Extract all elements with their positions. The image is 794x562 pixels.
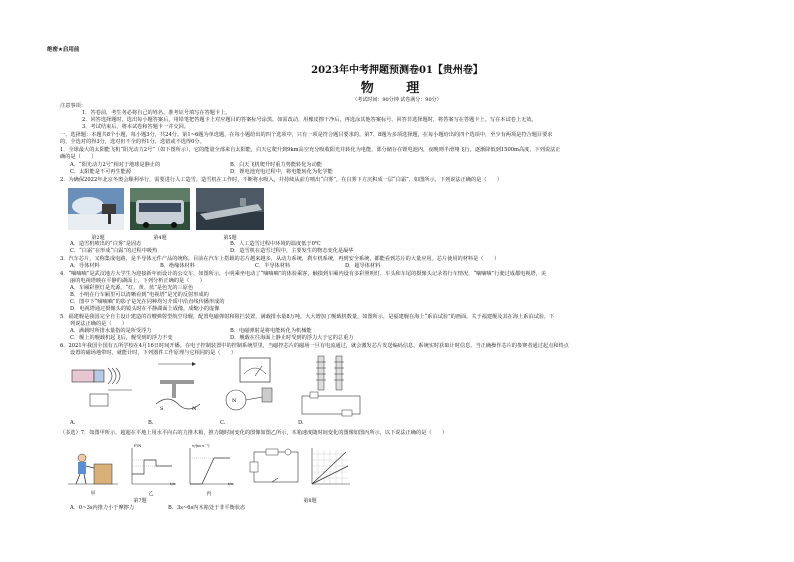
q1-option-b: B．白天飞机爬升时重力势能转化为动能 [230,162,322,168]
q4-stem-1: 4．“嘀嘀嘀”是武汉地方大学生为迎接新年而设计的公交车，如图所示，小明乘坐电动了“嘀嘀嘀”的体验乘客，触摸到车厢内设有多彩照明灯，车头和车尾的摄像头记录着行车情况，“嘀嘀嘀”行驶过成都电视塔，美 [60,271,547,277]
q7-graph-v-label: v/(m·s⁻¹) [192,443,210,448]
q1-option-d: D．锂电池充电过程中，将电能转化为化学能 [230,169,333,175]
exam-meta: （考试时间：90分钟 试卷满分：90分） [352,97,442,103]
q6-figure-c-meter [218,356,288,418]
q6-stem-2: 设置的磁场地带时，就能计时，下列器件工作原理与它相同的是（ ） [70,350,237,356]
exam-title: 2023年中考押题预测卷01【贵州卷】 [311,65,483,76]
q3-option-d: D．超导体材料 [345,263,381,269]
q7-graph-t-label-1: t/s [170,481,176,486]
q2-caption-2: 第4题 [153,235,167,241]
note-item-1: 1．答卷前，考生务必将自己的姓名、准考证号填写在答题卡上。 [82,110,231,116]
q5-stem-1: 5．福建舰是我国完全自主设计建造的首艘弹射型航空母舰，配置电磁弹射和阻拦装置，满载排水量8万吨。大大增加了舰载机数量，如图所示，是福建舰在海上“系泊试验”的画面，关于福建舰及其在海上系泊试验，下 [60,314,555,320]
q3-option-a: A．导体材料 [70,263,100,269]
q4-option-c: C．图中下“嘀嘀嘀”的影子是光在同种均匀介质中沿直线传播形成的 [70,299,225,305]
q6-label-d: D. [298,420,304,426]
q6-figure-b-magnet-field [148,358,208,418]
note-item-2: 2．回答选择题时，选出每小题答案后，用铅笔把答题卡上对应题目的答案标号涂黑。如需改动，用橡皮擦干净后，再选涂其他答案标号。回答非选择题时，将答案写在答题卡上。写在本试卷上无效。 [82,117,537,123]
q3-option-c: C．半导体材料 [255,263,291,269]
notes-heading: 注意事项： [60,103,86,109]
subject-title: 物 理 [360,81,434,96]
q1-option-a: A．“阳光动力2号”相对于地球是静止的 [70,162,161,168]
q2-caption-3: 第5题 [223,235,237,241]
q4-stem-2: 丽的电视塔映在平静的湖面上，下列分析正确的是（ ） [70,278,205,284]
q7-fig-label-jia: 甲 [90,491,96,497]
q4-option-b: B．小明在行车厢里可以清晰看到“电视塔”是光的反射形成的 [70,292,209,298]
q5-option-c: C．舰上的舰载机起飞后，舰受到的浮力不变 [70,335,173,341]
q8-figure-circuit [248,446,304,490]
q1-stem-2: 确的是（ ） [60,154,97,160]
svg-text:N: N [232,398,237,404]
note-item-3: 3．考试结束后，将本试卷和答题卡一并交回。 [82,124,190,130]
q6-label-b: B. [148,420,154,426]
aircraft-carrier-photo [196,188,264,230]
q6-label-a: A. [70,420,76,426]
q2-option-b: B．人工造雪过程中环境的温度低于0℃ [230,241,321,247]
secret-mark: 绝密★启用前 [47,47,80,53]
q1-stem-1: 1．全球最大的太阳能飞机“阳光动力2号”（如下图所示），它的能量全部来自太阳能，白天它爬升到9km高空充分吸收阳光并转化为电能，部分储存在锂电池内，夜晚则半滑翔飞行，逐渐降低到1500m高度，下列说法正 [60,147,561,153]
q3-option-b: B．绝缘体材料 [160,263,195,269]
q1-option-c: C．太阳能是不可再生能源 [70,169,132,175]
q8-figure-graph [306,444,352,490]
q7-graph-f-label: F/N [134,443,142,448]
q6-stem-1: 6．2021年我国全国有五所学校在4月16日时间开播。在电子控制装置中的控制系统里里，当磁控芯片的磁场一旦有电流通过，就会激发芯片发送编码信息，系统实时获取计时信息，当正确操作芯片的参赛者通过起点和终点 [60,343,569,349]
q5-option-a: A．满载时所排水量指的是所受浮力 [70,328,152,334]
q2-option-c: C．“白霜”在形成“白霜”的过程中吸热 [70,248,158,254]
q7-stem: （多选）7．如图甲所示，超超在平地上用水平向右的力推木箱，推力随时间变化的图像如图乙所示，木箱速度随时间变化的图像如图丙所示，以下说法正确的是（ ） [60,430,448,436]
q4-option-d: D．电视塔通过摄像头的镜头时在平静湖面上成像，成缩小的虚像 [70,306,220,312]
q6-label-c: C. [220,420,226,426]
q2-stem: 2．为确保2022年北京冬奥会顺利举行，需要进行人工造雪。造雪机在工作时，不断将水吸入，并持续从前方喷出“白雾”，在白雾下方沉积成一层“白霜”，如图所示，下列说法正确的是（ ） [60,177,503,183]
q2-option-d: D．造雪机在造雪过程中，主要发生的物态变化是凝华 [230,248,354,254]
q7-figure-jia-push-box [68,446,118,490]
q7-option-a: A．0~3s内推力小于摩擦力 [70,505,135,511]
q5-option-d: D．舰载在往海面上静止时受到的浮力大于它的总重力 [230,335,354,341]
q6-figure-a-magnet-coil [68,360,138,418]
q8-caption: 第8题 [303,498,317,504]
q2-caption-1: 第2题 [91,235,105,241]
q5-stem-2: 列说法正确的是（ ） [70,321,128,327]
q2-option-a: A．造雪机喷出的“白雾”是固态 [70,241,142,247]
bus-photo [130,188,190,230]
q3-stem: 3．汽车芯片，又称集成电路，是半导体元件产品的统称。目前在汽车上搭载的芯片越来越多，从动力系统，刹车机系统，再到安全系统，都能看到芯片的大量应用。芯片使用的材料是（ ） [60,256,500,262]
svg-text:N: N [192,406,197,412]
q6-figure-d-electromagnet-circuit [296,352,366,418]
q7-fig-label-bing: 丙 [206,491,212,497]
section1-intro-1: 一、选择题：本题共8个小题，每小题3分，共24分。第1~6题为单选题，在每小题给出的四个选项中，只有一项是符合题目要求的。第7、8题为多项选择题，在每小题给出的四个选项中，至少有两项是符合题目要求 [60,132,553,138]
q7-graph-t-label-2: t/s [228,481,234,486]
q5-option-b: B．电磁弹射是将电能转化为机械能 [230,328,312,334]
q7-caption: 第7题 [133,498,147,504]
q7-option-b: B．3s~6s内木箱处于非平衡状态 [168,505,246,511]
section1-intro-2: 的，全选对的得3分，选对但不全的得1分，选错或不选得0分。 [60,139,205,145]
svg-text:S: S [160,406,164,412]
q4-option-a: A．车厢彩照灯是光源，“红、黄、蓝”是色光的三原色 [70,285,194,291]
q7-fig-label-yi: 乙 [148,491,154,497]
snow-machine-photo [68,188,124,230]
